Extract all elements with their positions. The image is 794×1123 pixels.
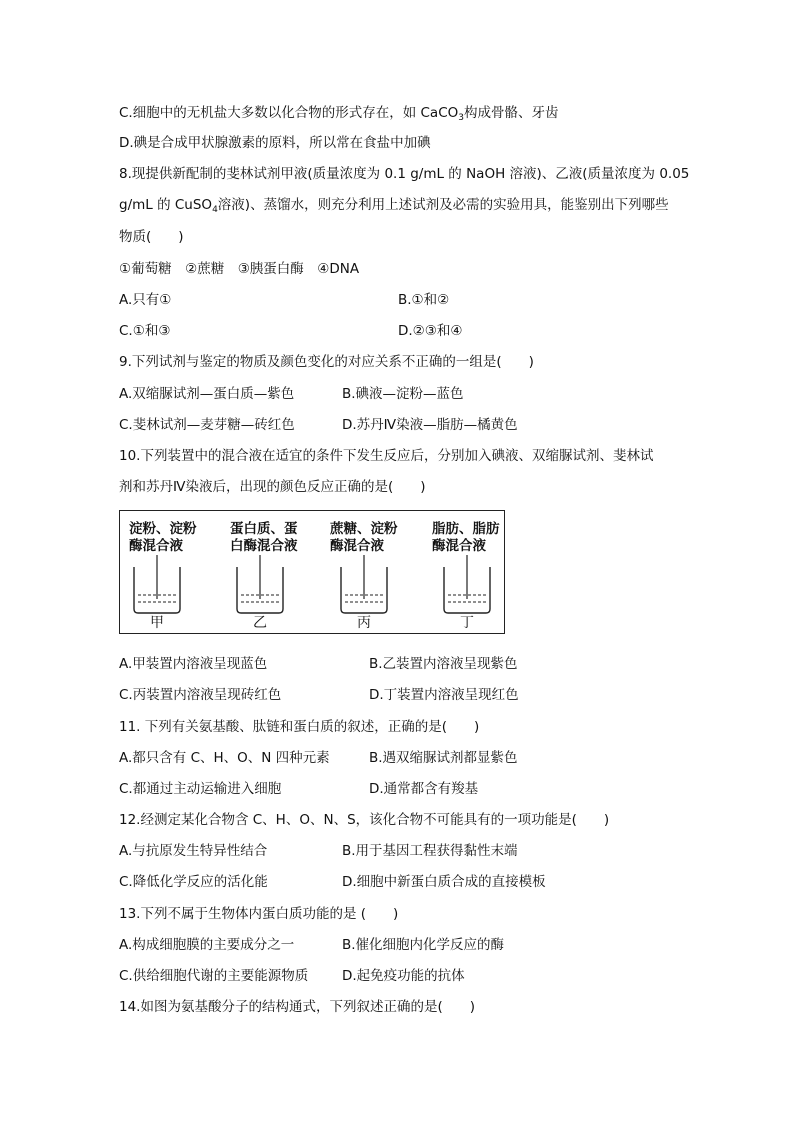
q10-option-a: A.甲装置内溶液呈现蓝色 [119,656,268,672]
beaker-1-label-line2: 酶混合液 [129,538,183,554]
q13-option-c: C.供给细胞代谢的主要能源物质 [119,968,309,984]
q11-option-c: C.都通过主动运输进入细胞 [119,781,282,797]
beaker-1-label-line1: 淀粉、淀粉 [129,521,197,537]
beaker-2-name: 乙 [253,615,267,631]
q11-option-b: B.遇双缩脲试剂都显紫色 [369,750,518,766]
q12-option-a: A.与抗原发生特异性结合 [119,843,268,859]
q8-option-d: D.②③和④ [398,323,463,339]
q9-option-b: B.碘液—淀粉—蓝色 [342,386,464,402]
beaker-4-label-line2: 酶混合液 [432,538,486,554]
beaker-3-icon [339,555,389,615]
beaker-2-label-line2: 白酶混合液 [230,538,298,554]
q7-option-d: D.碘是合成甲状腺激素的原料，所以常在食盐中加碘 [119,135,431,151]
q8-stem-line1: 8.现提供新配制的斐林试剂甲液(质量浓度为 0.1 g/mL 的 NaOH 溶液)、乙液(质量浓度为 0.05 [119,166,690,182]
q10-option-b: B.乙装置内溶液呈现紫色 [369,656,518,672]
beaker-figure [119,510,505,634]
q7-option-c: C.细胞中的无机盐大多数以化合物的形式存在，如 CaCO$_3$构成骨骼、牙齿 [119,105,559,123]
q10-option-c: C.丙装置内溶液呈现砖红色 [119,687,282,703]
q13-option-a: A.构成细胞膜的主要成分之一 [119,937,295,953]
beaker-3-label-line2: 酶混合液 [330,538,384,554]
q9-stem: 9.下列试剂与鉴定的物质及颜色变化的对应关系不正确的一组是( ) [119,354,534,370]
beaker-1-icon [132,555,182,615]
q13-stem: 13.下列不属于生物体内蛋白质功能的是 ( ) [119,906,399,922]
q8-stem-line2: g/mL 的 CuSO$_4$溶液)、蒸馏水，则充分利用上述试剂及必需的实验用具，能鉴别出下列哪些 [119,197,669,215]
q11-option-a: A.都只含有 C、H、O、N 四种元素 [119,750,330,766]
q14-stem: 14.如图为氨基酸分子的结构通式，下列叙述正确的是( ) [119,999,476,1015]
q8-stem-line3: 物质( ) [119,229,184,245]
q8-option-b: B.①和② [398,292,450,308]
q8-option-a: A.只有① [119,292,172,308]
q12-stem: 12.经测定某化合物含 C、H、O、N、S，该化合物不可能具有的一项功能是( ) [119,812,610,828]
q13-option-d: D.起免疫功能的抗体 [342,968,465,984]
beaker-3-label-line1: 蔗糖、淀粉 [330,521,398,537]
beaker-2-label-line1: 蛋白质、蛋 [230,521,298,537]
beaker-2-icon [235,555,285,615]
q10-stem-line1: 10.下列装置中的混合液在适宜的条件下发生反应后，分别加入碘液、双缩脲试剂、斐林试 [119,448,654,464]
q8-items: ①葡萄糖 ②蔗糖 ③胰蛋白酶 ④DNA [119,261,360,277]
q8-option-c: C.①和③ [119,323,171,339]
beaker-4-name: 丁 [460,615,474,631]
q9-option-a: A.双缩脲试剂—蛋白质—紫色 [119,386,295,402]
q11-option-d: D.通常都含有羧基 [369,781,479,797]
q12-option-d: D.细胞中新蛋白质合成的直接模板 [342,874,546,890]
q12-option-c: C.降低化学反应的活化能 [119,874,268,890]
beaker-3-name: 丙 [357,615,371,631]
q9-option-c: C.斐林试剂—麦芽糖—砖红色 [119,417,295,433]
q10-stem-line2: 剂和苏丹Ⅳ染液后，出现的颜色反应正确的是( ) [119,479,426,495]
q11-stem: 11. 下列有关氨基酸、肽链和蛋白质的叙述，正确的是( ) [119,719,480,735]
beaker-1-name: 甲 [150,615,164,631]
q10-option-d: D.丁装置内溶液呈现红色 [369,687,519,703]
beaker-4-icon [442,555,492,615]
q12-option-b: B.用于基因工程获得黏性末端 [342,843,518,859]
q13-option-b: B.催化细胞内化学反应的酶 [342,937,505,953]
q9-option-d: D.苏丹Ⅳ染液—脂肪—橘黄色 [342,417,518,433]
beaker-4-label-line1: 脂肪、脂肪 [432,521,500,537]
